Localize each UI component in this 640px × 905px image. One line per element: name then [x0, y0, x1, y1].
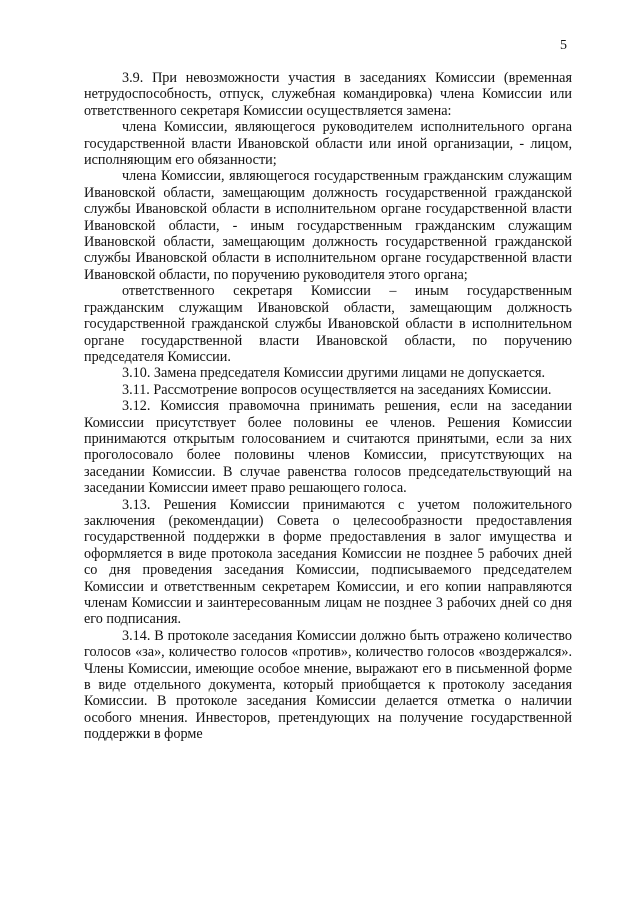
paragraph-replacement-secretary: ответственного секретаря Комиссии – иным государственным гражданским служащим Ивановской области, замещающим должность государственной гражданской службы Ивановской области в исполнительном органе государственной власти Ивановской области, по поручению председателя Комиссии.	[84, 283, 572, 365]
paragraph-3-12: 3.12. Комиссия правомочна принимать решения, если на заседании Комиссии присутствует более половины ее членов. Решения Комиссии принимаются открытым голосованием и считаются принятыми, если за них проголосовало более половины членов Комиссии, присутствующих на заседании Комиссии. В случае равенства голосов председательствующий на заседании Комиссии имеет право решающего голоса.	[84, 398, 572, 497]
paragraph-replacement-civil-servant: члена Комиссии, являющегося государственным гражданским служащим Ивановской области, замещающим должность государственной гражданской службы Ивановской области в исполнительном органе государственной власти Ивановской области, - иным государственным гражданским служащим Ивановской области, замещающим должность государственной гражданской службы Ивановской области в исполнительном органе государственной власти Ивановской области, по поручению руководителя этого органа;	[84, 168, 572, 283]
paragraph-3-13: 3.13. Решения Комиссии принимаются с учетом положительного заключения (рекомендации) Совета о целесообразности предоставления государственной поддержки в форме предоставления в залог имущества и оформляется в виде протокола заседания Комиссии не позднее 5 рабочих дней со дня проведения заседания Комиссии, подписываемого председателем Комиссии и ответственным секретарем Комиссии, и его копии направляются членам Комиссии и заинтересованным лицам не позднее 3 рабочих дней со дня его подписания.	[84, 496, 572, 628]
paragraph-3-11: 3.11. Рассмотрение вопросов осуществляется на заседаниях Комиссии.	[122, 381, 552, 398]
paragraph-replacement-head: члена Комиссии, являющегося руководителем исполнительного органа государственной власти Ивановской области или иной организации, - лицом, исполняющим его обязанности;	[84, 119, 572, 169]
page-number: 5	[560, 38, 567, 53]
document-body	[84, 70, 572, 743]
paragraph-3-10: 3.10. Замена председателя Комиссии другими лицами не допускается.	[122, 365, 546, 382]
paragraph-3-9: 3.9. При невозможности участия в заседаниях Комиссии (временная нетрудоспособность, отпуск, служебная командировка) члена Комиссии или ответственного секретаря Комиссии осуществляется замена:	[84, 70, 572, 119]
paragraph-3-14: 3.14. В протоколе заседания Комиссии должно быть отражено количество голосов «за», количество голосов «против», количество голосов «воздержался». Члены Комиссии, имеющие особое мнение, выражают его в письменной форме в виде отдельного документа, который приобщается к протоколу заседания Комиссии. В протоколе заседания Комиссии делается отметка о наличии особого мнения. Инвесторов, претендующих на получение государственной поддержки в форме	[84, 627, 572, 743]
